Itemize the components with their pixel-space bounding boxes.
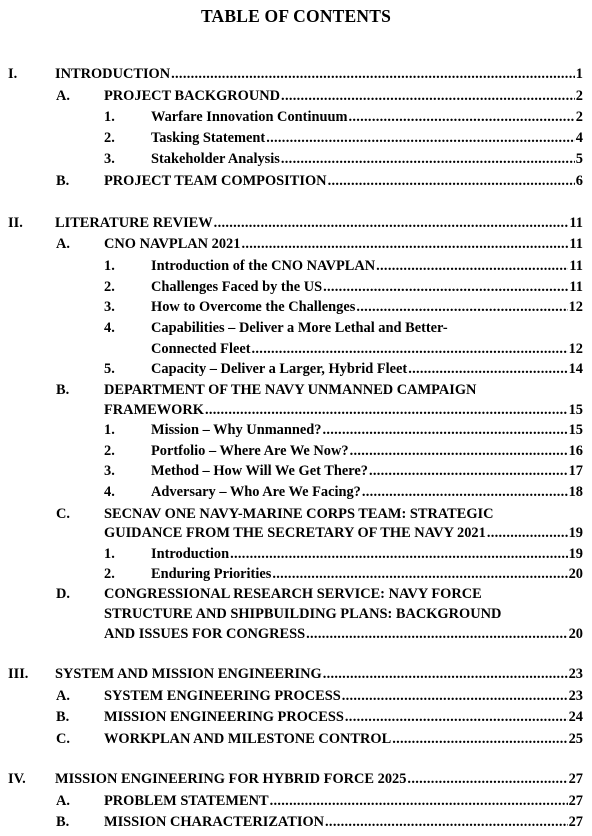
toc-entry-title: Capabilities – Deliver a More Lethal and Better- [151, 320, 448, 336]
toc-entry-number: D. [56, 586, 70, 602]
toc-entry-title: PROBLEM STATEMENT [104, 793, 269, 809]
toc-entry-title: MISSION ENGINEERING FOR HYBRID FORCE 2025 [55, 771, 407, 787]
toc-entry-page: 4 [575, 130, 583, 146]
toc-entry-number: 1. [104, 422, 115, 438]
toc-entry[interactable] [0, 463, 592, 485]
dot-leader [281, 88, 575, 105]
toc-entry[interactable] [0, 382, 592, 404]
dot-leader [322, 422, 567, 439]
dot-leader [281, 151, 575, 168]
toc-entry-title: Stakeholder Analysis [151, 151, 280, 167]
toc-entry-page: 17 [568, 463, 583, 479]
toc-entry[interactable] [0, 771, 592, 793]
toc-entry-number: IV. [8, 771, 26, 787]
toc-entry-number: 2. [104, 130, 115, 146]
toc-entry-number: A. [56, 88, 70, 104]
toc-entry-page: 15 [568, 402, 583, 418]
toc-entry-number: A. [56, 688, 70, 704]
page-title: TABLE OF CONTENTS [200, 6, 392, 26]
toc-entry-number: A. [56, 793, 70, 809]
toc-entry[interactable] [0, 666, 592, 688]
toc-entry-number: B. [56, 814, 70, 830]
dot-leader [362, 484, 568, 501]
dot-leader [325, 814, 568, 831]
toc-entry-title: PROJECT TEAM COMPOSITION [104, 173, 327, 189]
toc-entry-page: 11 [569, 258, 583, 274]
toc-entry-page: 27 [568, 814, 583, 830]
toc-entry-title: Challenges Faced by the US [151, 279, 323, 295]
dot-leader [348, 109, 574, 126]
toc-entry[interactable] [0, 215, 592, 237]
toc-entry-number: 1. [104, 258, 115, 274]
dot-leader [171, 66, 575, 83]
dot-leader [487, 525, 568, 542]
dot-leader [392, 731, 567, 748]
toc-entry[interactable] [0, 341, 592, 363]
toc-entry-title: Mission – Why Unmanned? [151, 422, 322, 438]
dot-leader [356, 299, 567, 316]
dot-leader [306, 626, 567, 643]
toc-entry-number: 2. [104, 566, 115, 582]
toc-entry-title: Enduring Priorities [151, 566, 272, 582]
toc-entry-page: 11 [569, 279, 583, 295]
toc-entry[interactable] [0, 626, 592, 648]
toc-entry-number: III. [8, 666, 29, 682]
toc-entry-page: 1 [575, 66, 583, 82]
dot-leader [407, 771, 567, 788]
toc-entry-title: WORKPLAN AND MILESTONE CONTROL [104, 731, 392, 747]
toc-entry-title: SYSTEM AND MISSION ENGINEERING [55, 666, 322, 682]
toc-entry-page: 12 [568, 341, 583, 357]
toc-entry-number: 4. [104, 484, 115, 500]
toc-entry[interactable] [0, 236, 592, 258]
toc-entry-page: 20 [568, 566, 583, 582]
toc-entry-page: 23 [568, 666, 583, 682]
toc-entry-page: 24 [568, 709, 583, 725]
toc-entry[interactable] [0, 361, 592, 383]
toc-entry-page: 23 [568, 688, 583, 704]
toc-entry-title: SECNAV ONE NAVY-MARINE CORPS TEAM: STRATEGIC [104, 506, 494, 522]
toc-entry[interactable] [0, 586, 592, 608]
toc-entry-number: I. [8, 66, 18, 82]
toc-entry-title: Warfare Innovation Continuum [151, 109, 348, 125]
dot-leader [345, 709, 568, 726]
toc-entry-title: LITERATURE REVIEW [55, 215, 213, 231]
toc-entry-title: Introduction of the CNO NAVPLAN [151, 258, 376, 274]
toc-entry-title: GUIDANCE FROM THE SECRETARY OF THE NAVY 2021 [104, 525, 486, 541]
toc-entry[interactable] [0, 525, 592, 547]
toc-entry-page: 14 [568, 361, 583, 377]
dot-leader [272, 566, 567, 583]
toc-entry-page: 20 [568, 626, 583, 642]
toc-entry-page: 19 [568, 525, 583, 541]
toc-entry-title: Introduction [151, 546, 230, 562]
toc-entry[interactable] [0, 422, 592, 444]
dot-leader [328, 173, 575, 190]
toc-entry-page: 15 [568, 422, 583, 438]
toc-entry[interactable] [0, 606, 592, 628]
toc-entry-number: 1. [104, 109, 115, 125]
toc-entry-number: B. [56, 382, 70, 398]
toc-entry-number: 5. [104, 361, 115, 377]
toc-entry-number: 3. [104, 151, 115, 167]
toc-entry-number: II. [8, 215, 23, 231]
toc-entry-title: MISSION CHARACTERIZATION [104, 814, 325, 830]
toc-entry-title: PROJECT BACKGROUND [104, 88, 281, 104]
toc-entry-page: 5 [575, 151, 583, 167]
toc-entry-number: 4. [104, 320, 115, 336]
toc-entry[interactable] [0, 258, 592, 280]
toc-entry-title: CONGRESSIONAL RESEARCH SERVICE: NAVY FORCE [104, 586, 482, 602]
toc-entry-title: STRUCTURE AND SHIPBUILDING PLANS: BACKGROUND [104, 606, 502, 622]
toc-entry-title: Capacity – Deliver a Larger, Hybrid Fleet [151, 361, 408, 377]
dot-leader [342, 688, 568, 705]
toc-entry-title: DEPARTMENT OF THE NAVY UNMANNED CAMPAIGN [104, 382, 477, 398]
toc-entry-number: 3. [104, 299, 115, 315]
toc-entry[interactable] [0, 709, 592, 731]
toc-entry[interactable] [0, 151, 592, 173]
toc-entry-title: MISSION ENGINEERING PROCESS [104, 709, 344, 725]
toc-entry-number: 2. [104, 443, 115, 459]
toc-entry[interactable] [0, 66, 592, 88]
toc-entry-title: Adversary – Who Are We Facing? [151, 484, 361, 500]
toc-entry-page: 16 [568, 443, 583, 459]
toc-entry-title: Connected Fleet [151, 341, 251, 357]
toc-entry[interactable] [0, 443, 592, 465]
dot-leader [369, 463, 568, 480]
toc-entry-number: B. [56, 173, 70, 189]
toc-entry[interactable] [0, 320, 592, 342]
dot-leader [230, 546, 568, 563]
dot-leader [241, 236, 568, 253]
toc-entry-page: 27 [568, 793, 583, 809]
toc-entry-page: 27 [568, 771, 583, 787]
dot-leader [376, 258, 568, 275]
toc-entry[interactable] [0, 566, 592, 588]
toc-entry[interactable] [0, 109, 592, 131]
toc-entry-page: 12 [568, 299, 583, 315]
toc-entry[interactable] [0, 731, 592, 753]
toc-entry[interactable] [0, 546, 592, 568]
toc-entry-title: How to Overcome the Challenges [151, 299, 356, 315]
toc-entry-title: CNO NAVPLAN 2021 [104, 236, 241, 252]
toc-entry-title: INTRODUCTION [55, 66, 171, 82]
toc-entry[interactable] [0, 688, 592, 710]
toc-entry[interactable] [0, 299, 592, 321]
dot-leader [214, 215, 569, 232]
dot-leader [270, 793, 568, 810]
toc-entry-number: B. [56, 709, 70, 725]
dot-leader [323, 666, 568, 683]
toc-entry-title: Tasking Statement [151, 130, 266, 146]
toc-entry[interactable] [0, 279, 592, 301]
toc-entry-title: Portfolio – Where Are We Now? [151, 443, 349, 459]
toc-entry-page: 19 [568, 546, 583, 562]
toc-entry-number: A. [56, 236, 70, 252]
dot-leader [350, 443, 568, 460]
toc-entry-number: 2. [104, 279, 115, 295]
dot-leader [266, 130, 575, 147]
toc-entry-number: 1. [104, 546, 115, 562]
toc-entry-page: 11 [569, 215, 583, 231]
dot-leader [408, 361, 567, 378]
toc-entry-title: FRAMEWORK [104, 402, 204, 418]
toc-entry[interactable] [0, 88, 592, 110]
toc-entry-number: C. [56, 506, 70, 522]
toc-entry-title: AND ISSUES FOR CONGRESS [104, 626, 306, 642]
toc-entry[interactable] [0, 130, 592, 152]
toc-entry[interactable] [0, 402, 592, 424]
toc-entry-page: 2 [575, 109, 583, 125]
toc-entry[interactable] [0, 814, 592, 836]
toc-entry-number: 3. [104, 463, 115, 479]
toc-entry-page: 11 [569, 236, 583, 252]
toc-entry-page: 25 [568, 731, 583, 747]
toc-entry[interactable] [0, 793, 592, 815]
toc-entry-title: Method – How Will We Get There? [151, 463, 368, 479]
toc-entry-title: SYSTEM ENGINEERING PROCESS [104, 688, 341, 704]
toc-entry[interactable] [0, 173, 592, 195]
dot-leader [323, 279, 568, 296]
toc-entry-page: 6 [575, 173, 583, 189]
dot-leader [252, 341, 568, 358]
toc-entry[interactable] [0, 484, 592, 506]
toc-entry-page: 18 [568, 484, 583, 500]
dot-leader [205, 402, 568, 419]
toc-entry-number: C. [56, 731, 70, 747]
toc-entry-page: 2 [575, 88, 583, 104]
